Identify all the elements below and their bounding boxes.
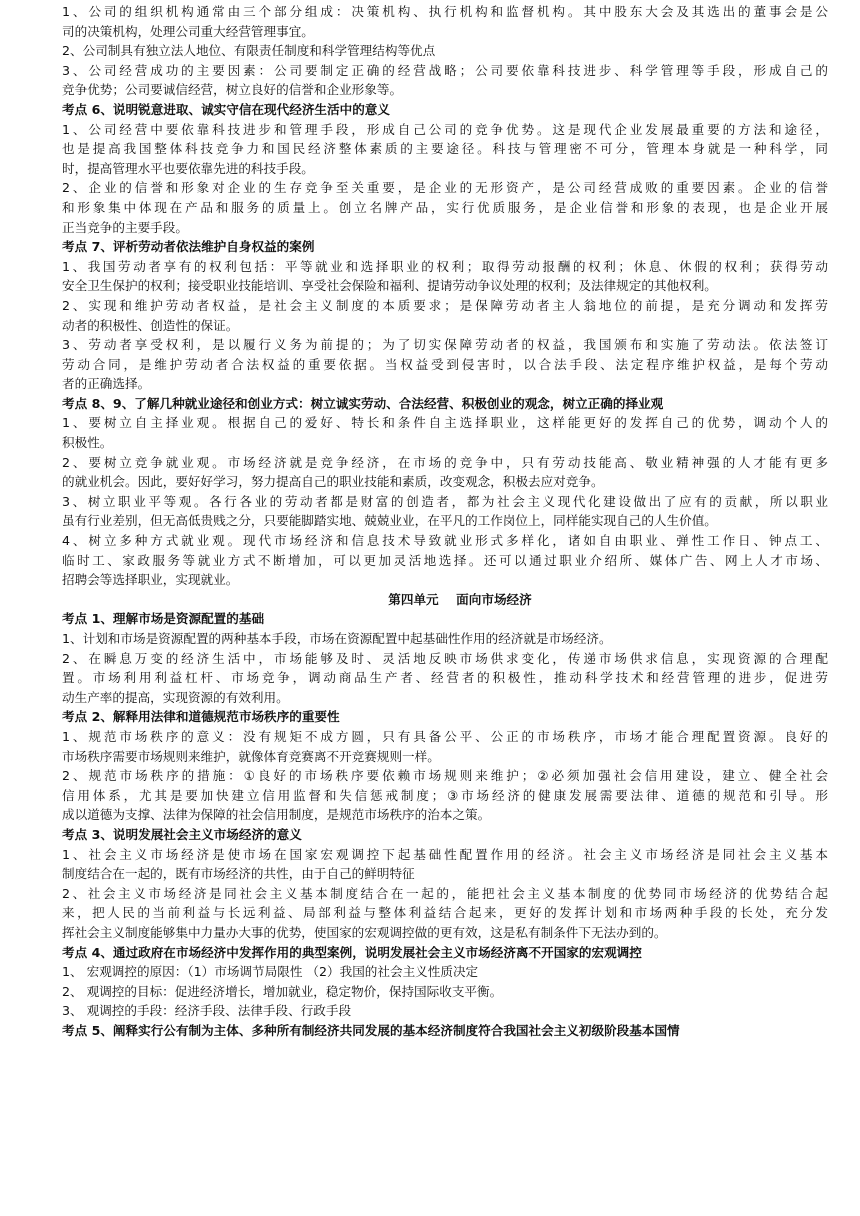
- unit-title: 第四单元 面向市场经济: [388, 591, 532, 607]
- paragraph-line: 司的决策机构，处理公司重大经营管理事宜。: [62, 23, 314, 39]
- paragraph-line: 1、公司的组织机构通常由三个部分组成：决策机构、执行机构和监督机构。其中股东大会及其选出的董事会是公: [62, 4, 828, 19]
- section-heading: 考点 5、阐释实行公有制为主体、多种所有制经济共同发展的基本经济制度符合我国社会主义初级阶段基本国情: [62, 1022, 680, 1038]
- paragraph-line: 1、要树立自主择业观。根据自己的爱好、特长和条件自主选择职业，这样能更好的发挥自己的优势，调动个人的: [62, 415, 828, 431]
- paragraph: [62, 296, 828, 335]
- paragraph-line: 1、社会主义市场经济是使市场在国家宏观调控下起基础性配置作用的经济。社会主义市场经济是同社会主义基本: [62, 846, 828, 862]
- paragraph-line: 制度结合在一起的，既有市场经济的共性，由于自己的鲜明特征: [62, 866, 415, 882]
- section-heading: 考点 4、通过政府在市场经济中发挥作用的典型案例，说明发展社会主义市场经济离不开国家的宏观调控: [62, 944, 642, 960]
- section-heading: 考点 2、解释用法律和道德规范市场秩序的重要性: [62, 709, 340, 725]
- paragraph-line: 正当竞争的主要手段。: [62, 219, 188, 235]
- paragraph: [62, 257, 828, 296]
- paragraph-line: 信用体系，尤其是要加快建立信用监督和失信惩戒制度；③市场经济的健康发展需要法律、道德的规范和引导。形: [62, 787, 828, 803]
- paragraph: [62, 61, 828, 100]
- section-heading: 考点 1、理解市场是资源配置的基础: [62, 611, 265, 627]
- paragraph-line: 置。市场利用利益杠杆、市场竞争，调动商品生产者、经营者的积极性，推动科学技术和经营管理的进步，促进劳: [62, 670, 828, 686]
- paragraph-line: 4、树立多种方式就业观。现代市场经济和信息技术导致就业形式多样化，诸如自由职业、弹性工作日、钟点工、: [62, 533, 828, 549]
- paragraph-line: 的就业机会。因此，要好好学习，努力提高自己的职业技能和素质，改变观念，积极去应对竞争。: [62, 474, 604, 490]
- paragraph: [62, 453, 828, 492]
- paragraph-line: 1、计划和市场是资源配置的两种基本手段，市场在资源配置中起基础性作用的经济就是市场经济。: [62, 631, 612, 646]
- paragraph: [62, 982, 828, 1002]
- paragraph-line: 2、规范市场秩序的措施：①良好的市场秩序要依赖市场规则来维护；②必须加强社会信用建设，建立、健全社会: [62, 768, 828, 784]
- section-heading: 考点 3、说明发展社会主义市场经济的意义: [62, 826, 302, 842]
- paragraph: [62, 727, 828, 766]
- paragraph: [62, 492, 828, 531]
- paragraph-line: 2、企业的信誉和形象对企业的生存竞争至关重要，是企业的无形资产，是公司经营成败的重要因素。企业的信誉: [62, 180, 828, 196]
- paragraph: [62, 649, 828, 708]
- paragraph-line: 市场秩序需要市场规则来维护，就像体育竞赛离不开竞赛规则一样。: [62, 748, 440, 764]
- paragraph-line: 2、在瞬息万变的经济生活中，市场能够及时、灵活地反映市场供求变化，传递市场供求信息，实现资源的合理配: [62, 650, 828, 666]
- paragraph: [62, 413, 828, 452]
- paragraph-line: 成以道德为支撑、法律为保障的社会信用制度，是规范市场秩序的治本之策。: [62, 807, 491, 823]
- paragraph: [62, 178, 828, 237]
- paragraph-line: 来，把人民的当前利益与长远利益、局部利益与整体利益结合起来，更好的发挥计划和市场两种手段的长处，充分发: [62, 905, 828, 921]
- paragraph-line: 招聘会等选择职业，实现就业。: [62, 572, 239, 588]
- paragraph: [62, 335, 828, 394]
- paragraph-line: 和形象集中体现在产品和服务的质量上。创立名牌产品，实行优质服务，是企业信誉和形象的表现，也是企业开展: [62, 199, 828, 215]
- paragraph-line: 1、 宏观调控的原因：（1）市场调节局限性 （2）我国的社会主义性质决定: [62, 964, 479, 980]
- paragraph-line: 劳动合同，是维护劳动者合法权益的重要依据。当权益受到侵害时，以合法手段、法定程序维护权益，是每个劳动: [62, 356, 828, 372]
- paragraph-line: 2、实现和维护劳动者权益，是社会主义制度的本质要求；是保障劳动者主人翁地位的前提，是充分调动和发挥劳: [62, 297, 828, 313]
- paragraph-line: 动者的积极性、创造性的保证。: [62, 317, 239, 333]
- paragraph-line: 竞争优势；公司要诚信经营，树立良好的信誉和企业形象等。: [62, 82, 403, 98]
- paragraph: [62, 120, 828, 179]
- paragraph: [62, 531, 828, 590]
- paragraph-line: 1、规范市场秩序的意义：没有规矩不成方圆，只有具备公平、公正的市场秩序，市场才能合理配置资源。良好的: [62, 728, 828, 744]
- paragraph-line: 临时工、家政服务等就业方式不断增加，可以更加灵活地选择。还可以通过职业介绍所、媒体广告、网上人才市场、: [62, 552, 828, 568]
- paragraph-line: 2、公司制具有独立法人地位、有限责任制度和科学管理结构等优点: [62, 43, 436, 59]
- paragraph-line: 1、我国劳动者享有的权利包括：平等就业和选择职业的权利；取得劳动报酬的权利；休息、休假的权利；获得劳动: [62, 258, 828, 274]
- paragraph-line: 积极性。: [62, 435, 113, 451]
- section-heading: 考点 8、9、了解几种就业途径和创业方式：树立诚实劳动、合法经营、积极创业的观念，树立正确的择业观: [62, 395, 664, 411]
- paragraph-line: 虽有行业差别，但无高低贵贱之分，只要能脚踏实地、兢兢业业，在平凡的工作岗位上，同样能实现自己的人生价值。: [62, 513, 717, 529]
- paragraph-line: 3、公司经营成功的主要因素：公司要制定正确的经营战略；公司要依靠科技进步、科学管理等手段，形成自己的: [62, 62, 828, 78]
- paragraph-line: 动生产率的提高，实现资源的有效利用。: [62, 689, 289, 705]
- paragraph-line: 3、 观调控的手段：经济手段、法律手段、行政手段: [62, 1003, 352, 1019]
- paragraph: [62, 41, 828, 61]
- paragraph-line: 者的正确选择。: [62, 376, 151, 392]
- paragraph: [62, 1001, 828, 1021]
- paragraph-line: 也是提高我国整体科技竞争力和国民经济整体素质的主要途径。科技与管理密不可分，管理本身就是一种科学，同: [62, 141, 828, 157]
- paragraph: [62, 884, 828, 943]
- paragraph-line: 安全卫生保护的权利；接受职业技能培训、享受社会保险和福利、提请劳动争议处理的权利；及法律规定的其他权利。: [62, 278, 717, 294]
- section-heading: 考点 6、说明锐意进取、诚实守信在现代经济生活中的意义: [62, 101, 390, 117]
- paragraph: [62, 962, 828, 982]
- paragraph-line: 2、 观调控的目标：促进经济增长，增加就业，稳定物价，保持国际收支平衡。: [62, 983, 503, 999]
- paragraph-line: 挥社会主义制度能够集中力量办大事的优势，使国家的宏观调控做的更有效，这是私有制条件下无法办到的。: [62, 924, 667, 940]
- paragraph-line: 时，提高管理水平也要依靠先进的科技手段。: [62, 160, 314, 176]
- paragraph: [62, 845, 828, 884]
- paragraph: [62, 766, 828, 825]
- paragraph-line: 2、要树立竞争就业观。市场经济就是竞争经济，在市场的竞争中，只有劳动技能高、敬业精神强的人才能有更多: [62, 454, 828, 470]
- paragraph: [62, 2, 828, 41]
- paragraph-line: 2、社会主义市场经济是同社会主义基本制度结合在一起的，能把社会主义基本制度的优势同市场经济的优势结合起: [62, 885, 828, 901]
- paragraph-line: 1、公司经营中要依靠科技进步和管理手段，形成自己公司的竞争优势。这是现代企业发展最重要的方法和途径，: [62, 121, 828, 137]
- paragraph-line: 3、树立职业平等观。各行各业的劳动者都是财富的创造者，都为社会主义现代化建设做出了应有的贡献，所以职业: [62, 493, 828, 509]
- paragraph-line: 3、劳动者享受权利，是以履行义务为前提的；为了切实保障劳动者的权益，我国颁布和实施了劳动法。依法签订: [62, 337, 828, 353]
- section-heading: 考点 7、评析劳动者依法维护自身权益的案例: [62, 239, 315, 255]
- paragraph: [62, 629, 828, 649]
